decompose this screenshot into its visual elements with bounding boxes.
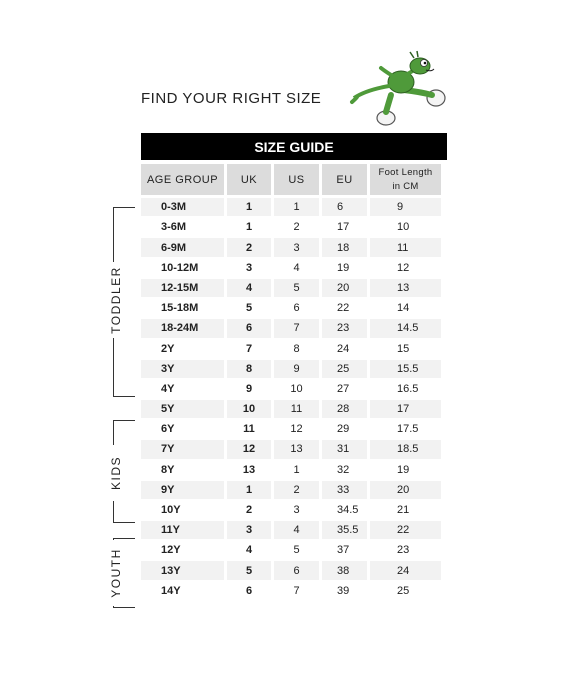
cell-foot-length: 12 xyxy=(370,259,441,277)
table-body xyxy=(141,198,447,600)
cell-us: 4 xyxy=(274,259,319,277)
cell-age: 8Y xyxy=(141,460,224,478)
table-row xyxy=(141,380,447,398)
cell-foot-length: 23 xyxy=(370,541,441,559)
cell-age: 12Y xyxy=(141,541,224,559)
cell-foot-length: 13 xyxy=(370,279,441,297)
cell-age: 15-18M xyxy=(141,299,224,317)
cell-uk: 12 xyxy=(227,440,271,458)
page-heading: FIND YOUR RIGHT SIZE xyxy=(141,90,322,107)
cell-foot-length: 19 xyxy=(370,460,441,478)
cell-age: 11Y xyxy=(141,521,224,539)
cell-eu: 22 xyxy=(322,299,367,317)
cell-eu: 19 xyxy=(322,259,367,277)
cell-age: 6Y xyxy=(141,420,224,438)
cell-us: 11 xyxy=(274,400,319,418)
cell-eu: 17 xyxy=(322,218,367,236)
cell-eu: 27 xyxy=(322,380,367,398)
cell-uk: 5 xyxy=(227,299,271,317)
col-header-age: AGE GROUP xyxy=(141,164,224,195)
cell-age: 2Y xyxy=(141,339,224,357)
cell-eu: 32 xyxy=(322,460,367,478)
cell-us: 1 xyxy=(274,198,319,216)
cell-uk: 1 xyxy=(227,481,271,499)
cell-uk: 7 xyxy=(227,339,271,357)
cell-eu: 33 xyxy=(322,481,367,499)
cell-foot-length: 17 xyxy=(370,400,441,418)
cell-uk: 13 xyxy=(227,460,271,478)
cell-uk: 2 xyxy=(227,238,271,256)
cell-eu: 37 xyxy=(322,541,367,559)
group-label-youth: YOUTH xyxy=(109,540,123,606)
cell-foot-length: 11 xyxy=(370,238,441,256)
cell-age: 3Y xyxy=(141,360,224,378)
cell-uk: 1 xyxy=(227,198,271,216)
cell-age: 9Y xyxy=(141,481,224,499)
cell-us: 13 xyxy=(274,440,319,458)
cell-uk: 3 xyxy=(227,521,271,539)
table-row xyxy=(141,238,447,256)
col-header-uk: UK xyxy=(227,164,271,195)
cell-age: 7Y xyxy=(141,440,224,458)
table-row xyxy=(141,259,447,277)
cell-uk: 11 xyxy=(227,420,271,438)
table-row xyxy=(141,218,447,236)
cell-foot-length: 22 xyxy=(370,521,441,539)
cell-uk: 4 xyxy=(227,279,271,297)
cell-eu: 28 xyxy=(322,400,367,418)
table-row xyxy=(141,481,447,499)
cell-eu: 38 xyxy=(322,561,367,579)
cell-eu: 6 xyxy=(322,198,367,216)
cell-age: 10Y xyxy=(141,501,224,519)
cell-uk: 6 xyxy=(227,319,271,337)
cell-eu: 23 xyxy=(322,319,367,337)
table-row xyxy=(141,501,447,519)
cell-foot-length: 18.5 xyxy=(370,440,441,458)
size-guide-title: SIZE GUIDE xyxy=(141,133,447,160)
foot-header-line1: Foot Length xyxy=(378,166,433,178)
cell-eu: 35.5 xyxy=(322,521,367,539)
cell-eu: 18 xyxy=(322,238,367,256)
cell-us: 12 xyxy=(274,420,319,438)
cell-uk: 10 xyxy=(227,400,271,418)
cell-us: 5 xyxy=(274,541,319,559)
cell-eu: 39 xyxy=(322,582,367,600)
table-row xyxy=(141,420,447,438)
cell-uk: 8 xyxy=(227,360,271,378)
cell-uk: 4 xyxy=(227,541,271,559)
table-row xyxy=(141,440,447,458)
cell-foot-length: 15 xyxy=(370,339,441,357)
cell-age: 18-24M xyxy=(141,319,224,337)
cell-eu: 24 xyxy=(322,339,367,357)
size-table xyxy=(141,164,447,602)
cell-age: 14Y xyxy=(141,582,224,600)
cell-uk: 5 xyxy=(227,561,271,579)
cell-us: 7 xyxy=(274,319,319,337)
cell-age: 12-15M xyxy=(141,279,224,297)
cell-us: 2 xyxy=(274,481,319,499)
cell-eu: 31 xyxy=(322,440,367,458)
cell-eu: 20 xyxy=(322,279,367,297)
table-row xyxy=(141,541,447,559)
cell-foot-length: 21 xyxy=(370,501,441,519)
cell-us: 9 xyxy=(274,360,319,378)
table-row xyxy=(141,319,447,337)
col-header-foot-length xyxy=(370,164,441,195)
table-row xyxy=(141,521,447,539)
cell-foot-length: 9 xyxy=(370,198,441,216)
cell-age: 3-6M xyxy=(141,218,224,236)
cell-foot-length: 24 xyxy=(370,561,441,579)
cell-age: 6-9M xyxy=(141,238,224,256)
cell-us: 8 xyxy=(274,339,319,357)
table-header-row xyxy=(141,164,447,195)
cell-us: 7 xyxy=(274,582,319,600)
cell-foot-length: 20 xyxy=(370,481,441,499)
cell-foot-length: 15.5 xyxy=(370,360,441,378)
col-header-eu: EU xyxy=(322,164,367,195)
cell-us: 6 xyxy=(274,561,319,579)
table-row xyxy=(141,360,447,378)
col-header-us: US xyxy=(274,164,319,195)
cell-age: 5Y xyxy=(141,400,224,418)
cell-age: 4Y xyxy=(141,380,224,398)
cell-uk: 9 xyxy=(227,380,271,398)
cell-age: 0-3M xyxy=(141,198,224,216)
cell-foot-length: 10 xyxy=(370,218,441,236)
table-row xyxy=(141,400,447,418)
cell-foot-length: 25 xyxy=(370,582,441,600)
cell-us: 3 xyxy=(274,238,319,256)
cell-foot-length: 17.5 xyxy=(370,420,441,438)
table-row xyxy=(141,460,447,478)
table-row xyxy=(141,339,447,357)
foot-header-line2: in CM xyxy=(392,180,419,192)
cell-us: 2 xyxy=(274,218,319,236)
cell-uk: 2 xyxy=(227,501,271,519)
table-row xyxy=(141,279,447,297)
cell-eu: 29 xyxy=(322,420,367,438)
cell-uk: 1 xyxy=(227,218,271,236)
cell-eu: 34.5 xyxy=(322,501,367,519)
group-label-toddler: TODDLER xyxy=(109,262,123,338)
cell-eu: 25 xyxy=(322,360,367,378)
cell-foot-length: 16.5 xyxy=(370,380,441,398)
table-row xyxy=(141,198,447,216)
cell-us: 1 xyxy=(274,460,319,478)
cell-foot-length: 14 xyxy=(370,299,441,317)
table-row xyxy=(141,299,447,317)
cell-foot-length: 14.5 xyxy=(370,319,441,337)
cell-uk: 3 xyxy=(227,259,271,277)
cell-us: 5 xyxy=(274,279,319,297)
cell-uk: 6 xyxy=(227,582,271,600)
cell-us: 10 xyxy=(274,380,319,398)
group-label-kids: KIDS xyxy=(109,445,123,501)
cell-age: 13Y xyxy=(141,561,224,579)
cell-us: 4 xyxy=(274,521,319,539)
table-row xyxy=(141,582,447,600)
table-row xyxy=(141,561,447,579)
cell-age: 10-12M xyxy=(141,259,224,277)
cell-us: 3 xyxy=(274,501,319,519)
cell-us: 6 xyxy=(274,299,319,317)
running-mascot-icon xyxy=(346,50,458,132)
